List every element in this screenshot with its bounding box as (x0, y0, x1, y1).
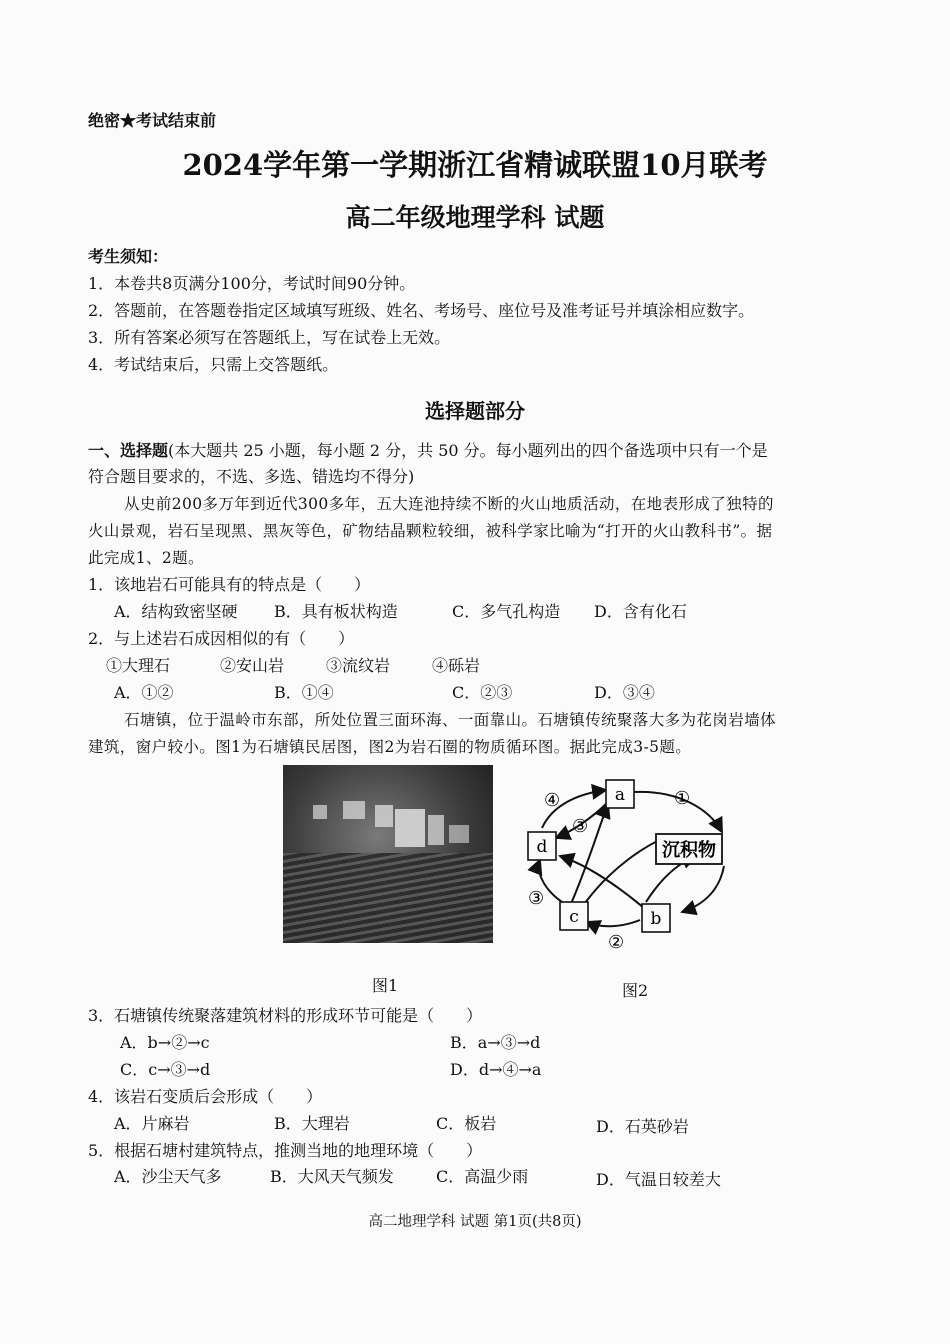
section-intro (88, 438, 768, 461)
process-4-label: ④ (544, 790, 561, 811)
process-2-label: ② (608, 932, 625, 953)
photo-building (428, 815, 444, 845)
photo-building (395, 809, 425, 847)
passage1-line: 火山景观，岩石呈现黑、黑灰等色，矿物结晶颗粒较细，被科学家比喻为“打开的火山教科书”。据 (88, 522, 773, 540)
q2-option-a: A．①② (114, 683, 174, 702)
rock-cycle-diagram (510, 770, 760, 955)
question-1-stem: 1．该地岩石可能具有的特点是（ ） (88, 575, 371, 594)
page-footer: 高二地理学科 试题 第1页(共8页) (368, 1214, 582, 1230)
q1-option-b: B．具有板状构造 (274, 602, 398, 621)
notice-item: 3．所有答案必须写在答题纸上，写在试卷上无效。 (88, 328, 451, 347)
q4-option-d: D．石英砂岩 (596, 1117, 689, 1136)
q5-option-a: A．沙尘天气多 (114, 1167, 222, 1186)
q3-option-a: A．b→②→c (120, 1033, 210, 1052)
question-2-stem: 2．与上述岩石成因相似的有（ ） (88, 629, 355, 648)
node-a-label: a (614, 785, 626, 805)
arrow-sediment-to-b (682, 866, 724, 912)
passage2-line: 石塘镇，位于温岭市东部，所处位置三面环海、一面靠山。石塘镇传统聚落大多为花岗岩墙体 (124, 711, 776, 729)
notice-heading: 考生须知： (88, 247, 169, 266)
figure1-photo (283, 765, 493, 943)
notice-item: 1．本卷共8页满分100分，考试时间90分钟。 (88, 274, 416, 293)
node-b-label: b (650, 909, 662, 929)
passage1-line: 从史前200多万年到近代300多年，五大连池持续不断的火山地质活动，在地表形成了独特的 (124, 495, 774, 513)
photo-building (449, 825, 469, 843)
section-intro-text: (本大题共 25 小题，每小题 2 分，共 50 分。每小题列出的四个备选项中只有一个是 (168, 441, 768, 460)
question-3-stem: 3．石塘镇传统聚落建筑材料的形成环节可能是（ ） (88, 1006, 483, 1025)
q5-option-b: B．大风天气频发 (270, 1167, 394, 1186)
q2-item-1: ①大理石 (106, 656, 171, 675)
exam-subtitle: 高二年级地理学科 试题 (345, 203, 605, 232)
q2-item-3: ③流纹岩 (326, 656, 391, 675)
photo-building (375, 805, 393, 827)
q5-option-c: C．高温少雨 (436, 1167, 529, 1186)
exam-title: 2024学年第一学期浙江省精诚联盟10月联考 (182, 148, 768, 182)
q1-option-d: D．含有化石 (594, 602, 687, 621)
section-intro-label: 一、选择题 (88, 441, 169, 460)
figure2-caption: 图2 (622, 981, 649, 1000)
photo-roofs (283, 853, 493, 943)
q2-option-c: C．②③ (452, 683, 513, 702)
arrow-b-to-c (586, 920, 640, 926)
passage2-line: 建筑，窗户较小。图1为石塘镇民居图，图2为岩石圈的物质循环图。据此完成3-5题。 (88, 738, 692, 756)
q4-option-c: C．板岩 (436, 1114, 497, 1133)
process-1-label: ① (674, 788, 691, 809)
q3-option-b: B．a→③→d (450, 1033, 541, 1052)
notice-item: 4．考试结束后，只需上交答题纸。 (88, 355, 339, 374)
q4-option-a: A．片麻岩 (114, 1114, 190, 1133)
q1-option-a: A．结构致密坚硬 (114, 602, 238, 621)
question-5-stem: 5．根据石塘村建筑特点，推测当地的地理环境（ ） (88, 1141, 483, 1160)
node-d-label: d (536, 837, 548, 857)
confidential-label: 绝密★考试结束前 (88, 111, 217, 130)
q2-option-d: D．③④ (594, 683, 655, 702)
node-c-label: c (569, 907, 579, 927)
q5-option-d: D．气温日较差大 (596, 1170, 721, 1189)
section-intro-cont: 符合题目要求的，不选、多选、错选均不得分) (88, 467, 415, 486)
figure1-caption: 图1 (372, 976, 399, 995)
photo-building (343, 801, 365, 819)
q3-option-d: D．d→④→a (450, 1060, 542, 1079)
question-4-stem: 4．该岩石变质后会形成（ ） (88, 1087, 323, 1106)
q2-option-b: B．①④ (274, 683, 334, 702)
passage1-line: 此完成1、2题。 (88, 549, 204, 567)
process-3-label-lower: ③ (528, 888, 545, 909)
q4-option-b: B．大理岩 (274, 1114, 350, 1133)
q3-option-c: C．c→③→d (120, 1060, 211, 1079)
photo-building (313, 805, 327, 819)
q1-option-c: C．多气孔构造 (452, 602, 561, 621)
q2-item-4: ④砾岩 (432, 656, 481, 675)
q2-item-2: ②安山岩 (220, 656, 285, 675)
process-3-label-upper: ③ (572, 816, 589, 837)
notice-item: 2．答题前，在答题卷指定区域填写班级、姓名、考场号、座位号及准考证号并填涂相应数字。 (88, 301, 755, 320)
node-sediment-label: 沉积物 (662, 840, 716, 861)
section-title: 选择题部分 (425, 399, 525, 423)
